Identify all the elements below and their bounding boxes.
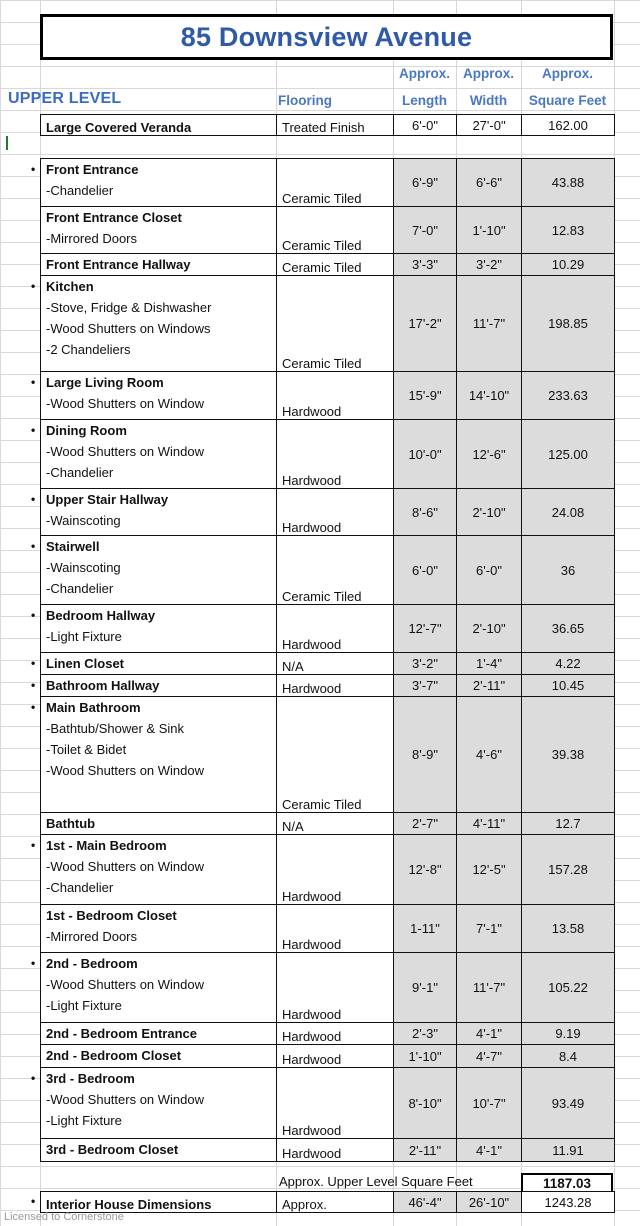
room-flooring: Ceramic Tiled (277, 276, 394, 372)
room-flooring: Ceramic Tiled (277, 536, 394, 605)
room-sqft: 233.63 (522, 372, 615, 420)
room-name: 2nd - Bedroom Entrance (46, 1026, 197, 1041)
room-feature: -Wood Shutters on Window (46, 977, 204, 992)
header-approx-sqft: Approx. (541, 66, 593, 81)
room-width: 6'-0" (457, 536, 522, 605)
room-name: Front Entrance Hallway (46, 257, 191, 272)
room-length: 3'-3" (394, 254, 457, 276)
room-sqft: 10.29 (522, 254, 615, 276)
room-flooring: Hardwood (277, 835, 394, 905)
room-row (41, 536, 615, 605)
room-sqft: 105.22 (522, 953, 615, 1023)
room-width: 2'-10" (457, 605, 522, 653)
room-row (41, 697, 615, 813)
room-name: Dining Room (46, 423, 127, 438)
room-sqft: 24.08 (522, 489, 615, 536)
room-length: 9'-1" (394, 953, 457, 1023)
room-width: 6'-6" (457, 159, 522, 207)
header-width: Width (469, 93, 508, 108)
room-row (41, 813, 615, 835)
room-flooring: Hardwood (277, 1068, 394, 1139)
room-cell (41, 605, 277, 653)
room-flooring: Hardwood (277, 1045, 394, 1068)
room-row (41, 276, 615, 372)
room-row (41, 835, 615, 905)
header-approx-width: Approx. (462, 66, 514, 81)
room-length: 8'-9" (394, 697, 457, 813)
room-row (41, 489, 615, 536)
room-name: Upper Stair Hallway (46, 492, 169, 507)
room-width: 2'-10" (457, 489, 522, 536)
room-sqft: 39.38 (522, 697, 615, 813)
room-length: 17'-2" (394, 276, 457, 372)
room-feature: -Light Fixture (46, 629, 122, 644)
room-feature: -Chandelier (46, 581, 114, 596)
room-length: 1'-10" (394, 1045, 457, 1068)
bullet-marker: • (31, 678, 36, 692)
room-sqft: 36 (522, 536, 615, 605)
room-row (41, 420, 615, 489)
room-row (41, 905, 615, 953)
room-sqft: 36.65 (522, 605, 615, 653)
room-width: 2'-11" (457, 675, 522, 697)
room-sqft: 125.00 (522, 420, 615, 489)
bullet-marker: • (31, 423, 36, 437)
room-length: 6'-0" (394, 536, 457, 605)
room-length: 2'-7" (394, 813, 457, 835)
room-sqft: 12.83 (522, 207, 615, 254)
room-feature: -Mirrored Doors (46, 231, 138, 246)
room-flooring: Ceramic Tiled (277, 254, 394, 276)
room-sqft: 13.58 (522, 905, 615, 953)
room-feature: -Wood Shutters on Window (46, 396, 204, 411)
room-name: Linen Closet (46, 656, 125, 671)
room-name: Front Entrance (46, 162, 139, 177)
room-flooring: Hardwood (277, 489, 394, 536)
room-sqft: 8.4 (522, 1045, 615, 1068)
room-name: Bathtub (46, 816, 96, 831)
room-flooring: Hardwood (277, 372, 394, 420)
room-sqft: 43.88 (522, 159, 615, 207)
room-feature: -Bathtub/Shower & Sink (46, 721, 185, 736)
room-cell (41, 653, 277, 675)
room-sqft: 11.91 (522, 1139, 615, 1162)
veranda-row (41, 115, 615, 136)
room-length: 10'-0" (394, 420, 457, 489)
room-width: 4'-1" (457, 1139, 522, 1162)
bullet-marker: • (31, 656, 36, 670)
veranda-width: 27'-0" (457, 115, 522, 136)
room-cell (41, 254, 277, 276)
room-name: 2nd - Bedroom Closet (46, 1048, 182, 1063)
room-row (41, 1045, 615, 1068)
header-square-feet: Square Feet (528, 93, 607, 108)
room-flooring: N/A (277, 653, 394, 675)
room-feature: -Light Fixture (46, 998, 122, 1013)
header-length: Length (402, 93, 447, 108)
room-row (41, 675, 615, 697)
room-flooring: Hardwood (277, 1023, 394, 1045)
header-flooring: Flooring (278, 93, 332, 108)
room-row (41, 1023, 615, 1045)
room-length: 6'-9" (394, 159, 457, 207)
upper-total-value: 1187.03 (521, 1173, 613, 1193)
bullet-marker: • (31, 700, 36, 714)
room-length: 3'-7" (394, 675, 457, 697)
room-name: Kitchen (46, 279, 94, 294)
veranda-name: Large Covered Veranda (41, 115, 277, 136)
room-sqft: 12.7 (522, 813, 615, 835)
room-cell (41, 905, 277, 953)
room-row (41, 254, 615, 276)
room-cell (41, 536, 277, 605)
room-length: 7'-0" (394, 207, 457, 254)
room-feature: -Mirrored Doors (46, 929, 138, 944)
page-title: 85 Downsview Avenue (180, 21, 473, 52)
bullet-marker: • (31, 608, 36, 622)
room-width: 7'-1" (457, 905, 522, 953)
room-feature: -Light Fixture (46, 1113, 122, 1128)
room-row (41, 159, 615, 207)
room-name: Bedroom Hallway (46, 608, 156, 623)
room-width: 12'-6" (457, 420, 522, 489)
room-width: 4'-7" (457, 1045, 522, 1068)
room-feature: -Chandelier (46, 880, 114, 895)
room-name: 2nd - Bedroom (46, 956, 138, 971)
room-sqft: 10.45 (522, 675, 615, 697)
room-length: 12'-8" (394, 835, 457, 905)
interior-sqft: 1243.28 (522, 1192, 615, 1213)
room-feature: -Chandelier (46, 183, 114, 198)
room-length: 8'-10" (394, 1068, 457, 1139)
room-width: 12'-5" (457, 835, 522, 905)
room-flooring: Hardwood (277, 605, 394, 653)
room-name: 1st - Bedroom Closet (46, 908, 177, 923)
room-name: Bathroom Hallway (46, 678, 160, 693)
bullet-marker: • (31, 492, 36, 506)
veranda-sqft: 162.00 (522, 115, 615, 136)
room-flooring: Hardwood (277, 675, 394, 697)
rooms-table (40, 158, 615, 1162)
room-feature: -Stove, Fridge & Dishwasher (46, 300, 212, 315)
room-sqft: 9.19 (522, 1023, 615, 1045)
room-length: 1-11" (394, 905, 457, 953)
room-length: 15'-9" (394, 372, 457, 420)
room-cell (41, 697, 277, 813)
room-name: Front Entrance Closet (46, 210, 182, 225)
room-cell (41, 1068, 277, 1139)
veranda-length: 6'-0" (394, 115, 457, 136)
veranda-table (40, 114, 615, 136)
interior-length: 46'-4" (394, 1192, 457, 1213)
bullet-marker: • (31, 1194, 36, 1208)
room-length: 8'-6" (394, 489, 457, 536)
room-cell (41, 159, 277, 207)
room-width: 11'-7" (457, 953, 522, 1023)
room-row (41, 953, 615, 1023)
bullet-marker: • (31, 375, 36, 389)
room-length: 2'-3" (394, 1023, 457, 1045)
room-flooring: Hardwood (277, 905, 394, 953)
room-flooring: Hardwood (277, 1139, 394, 1162)
section-label: UPPER LEVEL (8, 90, 122, 107)
interior-width: 26'-10" (457, 1192, 522, 1213)
room-width: 4'-1" (457, 1023, 522, 1045)
room-feature: -Wood Shutters on Window (46, 444, 204, 459)
room-row (41, 372, 615, 420)
room-cell (41, 1045, 277, 1068)
room-width: 10'-7" (457, 1068, 522, 1139)
room-cell (41, 835, 277, 905)
room-feature: -Wood Shutters on Window (46, 859, 204, 874)
room-width: 3'-2" (457, 254, 522, 276)
room-cell (41, 953, 277, 1023)
interior-table (40, 1191, 615, 1213)
room-length: 3'-2" (394, 653, 457, 675)
room-cell (41, 276, 277, 372)
room-name: Main Bathroom (46, 700, 141, 715)
room-cell (41, 489, 277, 536)
bullet-marker: • (31, 279, 36, 293)
watermark: Licensed to Cornerstone (4, 1211, 124, 1223)
room-cell (41, 372, 277, 420)
veranda-flooring: Treated Finish (277, 115, 394, 136)
room-cell (41, 1023, 277, 1045)
room-feature: -Wood Shutters on Window (46, 1092, 204, 1107)
room-width: 14'-10" (457, 372, 522, 420)
room-name: 1st - Main Bedroom (46, 838, 167, 853)
room-flooring: N/A (277, 813, 394, 835)
room-name: Stairwell (46, 539, 100, 554)
bullet-marker: • (31, 956, 36, 970)
bullet-marker: • (31, 838, 36, 852)
room-feature: -Wood Shutters on Windows (46, 321, 211, 336)
room-name: 3rd - Bedroom (46, 1071, 135, 1086)
room-sqft: 198.85 (522, 276, 615, 372)
interior-flooring: Approx. (277, 1192, 394, 1213)
upper-total-label: Approx. Upper Level Square Feet (279, 1174, 473, 1189)
room-row (41, 653, 615, 675)
cell-cursor-mark (6, 136, 8, 150)
room-name: Large Living Room (46, 375, 164, 390)
room-width: 4'-11" (457, 813, 522, 835)
room-row (41, 1068, 615, 1139)
room-feature: -Wood Shutters on Window (46, 763, 204, 778)
room-cell (41, 420, 277, 489)
room-feature: -Wainscoting (46, 560, 121, 575)
room-feature: -Wainscoting (46, 513, 121, 528)
bullet-marker: • (31, 162, 36, 176)
room-row (41, 605, 615, 653)
room-cell (41, 1139, 277, 1162)
interior-name: Interior House Dimensions (41, 1192, 277, 1213)
room-sqft: 4.22 (522, 653, 615, 675)
room-width: 1'-4" (457, 653, 522, 675)
room-width: 11'-7" (457, 276, 522, 372)
room-width: 1'-10" (457, 207, 522, 254)
room-cell (41, 207, 277, 254)
room-feature: -2 Chandeliers (46, 342, 131, 357)
room-flooring: Hardwood (277, 953, 394, 1023)
room-flooring: Hardwood (277, 420, 394, 489)
room-sqft: 93.49 (522, 1068, 615, 1139)
room-row (41, 1139, 615, 1162)
title-box (40, 14, 613, 60)
room-feature: -Toilet & Bidet (46, 742, 127, 757)
header-approx-length: Approx. (398, 66, 450, 81)
room-width: 4'-6" (457, 697, 522, 813)
room-flooring: Ceramic Tiled (277, 697, 394, 813)
room-feature: -Chandelier (46, 465, 114, 480)
room-flooring: Ceramic Tiled (277, 207, 394, 254)
room-name: 3rd - Bedroom Closet (46, 1142, 179, 1157)
room-length: 2'-11" (394, 1139, 457, 1162)
room-cell (41, 675, 277, 697)
room-length: 12'-7" (394, 605, 457, 653)
interior-row (41, 1192, 615, 1213)
bullet-marker: • (31, 539, 36, 553)
room-row (41, 207, 615, 254)
bullet-marker: • (31, 1071, 36, 1085)
room-flooring: Ceramic Tiled (277, 159, 394, 207)
room-cell (41, 813, 277, 835)
room-sqft: 157.28 (522, 835, 615, 905)
